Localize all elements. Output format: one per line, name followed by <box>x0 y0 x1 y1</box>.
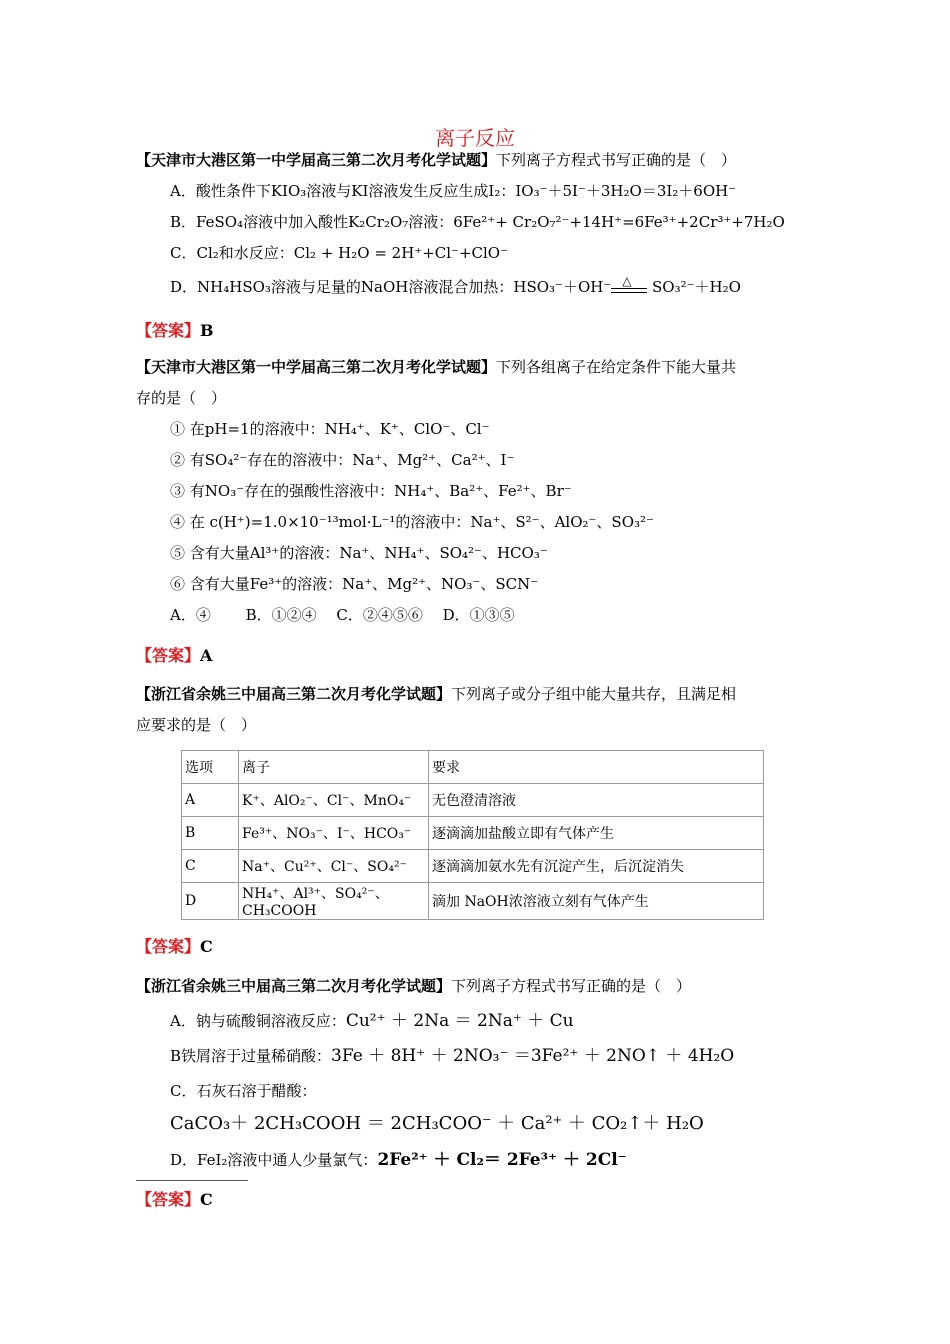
question-1-answer: 【答案】B <box>136 321 214 340</box>
table-row <box>182 817 764 850</box>
question-3-stem: 【浙江省余姚三中届高三第二次月考化学试题】下列离子或分子组中能大量共存，且满足相 <box>136 685 737 703</box>
question-2-item: ⑥ 含有大量Fe³⁺的溶液：Na⁺、Mg²⁺、NO₃⁻、SCN⁻ <box>170 575 539 593</box>
question-1-option-a: A．酸性条件下KIO₃溶液与KI溶液发生反应生成I₂：IO₃⁻＋5I⁻＋3H₂O＝3I₂＋6OH⁻ <box>170 182 737 200</box>
heating-equals-sign <box>611 281 647 295</box>
question-1-source: 【天津市大港区第一中学届高三第二次月考化学试题】 <box>136 151 497 169</box>
question-4-option-a: A．钠与硫酸铜溶液反应：Cu²⁺ ＋ 2Na ＝ 2Na⁺ ＋ Cu <box>170 1011 574 1031</box>
question-2-item: ④ 在 c(H⁺)=1.0×10⁻¹³mol·L⁻¹的溶液中：Na⁺、S²⁻、AlO₂⁻、SO₃²⁻ <box>170 513 654 531</box>
question-2-answer: 【答案】A <box>136 646 213 665</box>
table-cell: C <box>182 850 239 883</box>
question-1-option-d: D．NH₄HSO₃溶液与足量的NaOH溶液混合加热：HSO₃⁻＋OH⁻△ SO₃²⁻＋H₂O <box>170 277 741 297</box>
table-cell: 逐滴滴加盐酸立即有气体产生 <box>429 817 764 850</box>
table-cell: B <box>182 817 239 850</box>
question-2-options: A．④ B．①②④ C．②④⑤⑥ D．①③⑤ <box>170 606 515 624</box>
table-cell: Fe³⁺、NO₃⁻、I⁻、HCO₃⁻ <box>239 817 429 850</box>
page-title: 离子反应 <box>435 126 515 150</box>
question-4-option-d: D．FeI₂溶液中通人少量氯气：2Fe²⁺ ＋ Cl₂＝ 2Fe³⁺ ＋ 2Cl⁻ <box>170 1150 627 1170</box>
divider <box>136 1180 248 1181</box>
equation: 3Fe ＋ 8H⁺ ＋ 2NO₃⁻ ＝3Fe²⁺ ＋ 2NO↑ ＋ 4H₂O <box>331 1046 735 1066</box>
table-row <box>182 784 764 817</box>
table-row <box>182 883 764 920</box>
table-header: 离子 <box>239 751 429 784</box>
question-2-item: ① 在pH=1的溶液中：NH₄⁺、K⁺、ClO⁻、Cl⁻ <box>170 420 490 438</box>
table-cell: D <box>182 883 239 920</box>
ion-table <box>181 750 764 920</box>
table-cell: 滴加 NaOH浓溶液立刻有气体产生 <box>429 883 764 920</box>
question-3-answer: 【答案】C <box>136 937 213 956</box>
question-2-item: ② 有SO₄²⁻存在的溶液中：Na⁺、Mg²⁺、Ca²⁺、I⁻ <box>170 451 515 469</box>
equation: CaCO₃＋ 2CH₃COOH ＝ 2CH₃COO⁻ ＋ Ca²⁺ ＋ CO₂↑＋ H₂O <box>170 1113 704 1134</box>
question-1-option-b: B．FeSO₄溶液中加入酸性K₂Cr₂O₇溶液：6Fe²⁺+ Cr₂O₇²⁻+14H⁺=6Fe³⁺+2Cr³⁺+7H₂O <box>170 213 785 231</box>
question-2-source: 【天津市大港区第一中学届高三第二次月考化学试题】 <box>136 358 497 376</box>
table-cell: A <box>182 784 239 817</box>
question-4-answer: 【答案】C <box>136 1190 213 1209</box>
table-header-row <box>182 751 764 784</box>
equation: Cu²⁺ ＋ 2Na ＝ 2Na⁺ ＋ Cu <box>345 1011 574 1031</box>
question-1-option-c: C．Cl₂和水反应：Cl₂ + H₂O = 2H⁺+Cl⁻+ClO⁻ <box>170 244 509 262</box>
question-2-item: ⑤ 含有大量Al³⁺的溶液：Na⁺、NH₄⁺、SO₄²⁻、HCO₃⁻ <box>170 544 548 562</box>
question-3-stem-cont: 应要求的是（ ） <box>136 716 257 734</box>
question-2-stem-cont: 存的是（ ） <box>136 389 227 407</box>
question-4-option-c-label: C．石灰石溶于醋酸： <box>170 1082 317 1100</box>
question-4-option-b: B铁屑溶于过量稀硝酸：3Fe ＋ 8H⁺ ＋ 2NO₃⁻ ＝3Fe²⁺ ＋ 2NO↑ ＋ 4H₂O <box>170 1046 735 1066</box>
table-row <box>182 850 764 883</box>
table-header: 选项 <box>182 751 239 784</box>
question-2-item: ③ 有NO₃⁻存在的强酸性溶液中：NH₄⁺、Ba²⁺、Fe²⁺、Br⁻ <box>170 482 572 500</box>
equation: 2Fe²⁺ ＋ Cl₂＝ 2Fe³⁺ ＋ 2Cl⁻ <box>377 1150 627 1170</box>
question-2-stem: 【天津市大港区第一中学届高三第二次月考化学试题】下列各组离子在给定条件下能大量共 <box>136 358 737 376</box>
table-cell: NH₄⁺、Al³⁺、SO₄²⁻、CH₃COOH <box>239 883 429 920</box>
question-4-stem: 【浙江省余姚三中届高三第二次月考化学试题】下列离子方程式书写正确的是（ ） <box>136 977 692 995</box>
question-3-source: 【浙江省余姚三中届高三第二次月考化学试题】 <box>136 685 452 703</box>
table-header: 要求 <box>429 751 764 784</box>
table-cell: 无色澄清溶液 <box>429 784 764 817</box>
table-cell: Na⁺、Cu²⁺、Cl⁻、SO₄²⁻ <box>239 850 429 883</box>
table-cell: 逐滴滴加氨水先有沉淀产生，后沉淀消失 <box>429 850 764 883</box>
question-1-stem: 【天津市大港区第一中学届高三第二次月考化学试题】下列离子方程式书写正确的是（ ） <box>136 151 737 169</box>
table-cell: K⁺、AlO₂⁻、Cl⁻、MnO₄⁻ <box>239 784 429 817</box>
question-4-source: 【浙江省余姚三中届高三第二次月考化学试题】 <box>136 977 452 995</box>
